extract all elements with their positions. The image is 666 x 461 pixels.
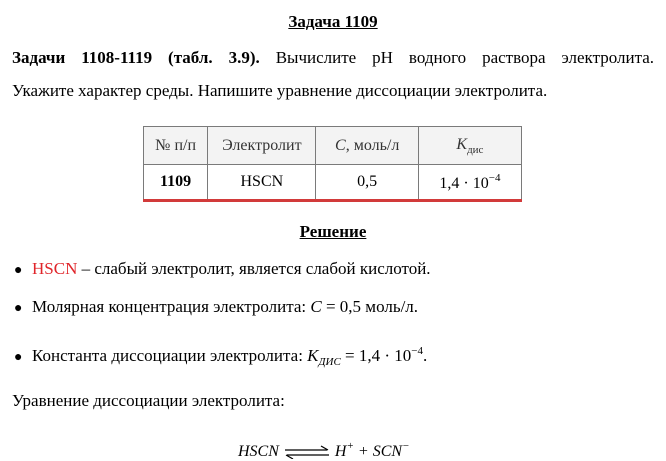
bullet-dot-icon: ● [14,350,23,365]
bullet-electrolyte-type: ● HSCN – слабый электролит, является слабой кислотой. [14,258,431,282]
problem-title: Задача 1109 [288,12,378,31]
cell-electrolyte: HSCN [208,165,316,201]
electrolyte-formula-highlight: HSCN [32,259,78,278]
header-dissociation-constant: $K_{дис}$ [418,127,521,165]
equation-product-cation: H+ [334,440,354,460]
data-table [143,126,522,202]
equation-heading: Уравнение диссоциации электролита: [12,391,285,410]
bullet-dissociation-constant: ● Константа диссоциации электролита: $K_{ДИС} = 1,4 \cdot 10^{-4}$. [14,345,428,368]
cell-concentration: 0,5 [316,165,418,201]
equilibrium-arrow-icon [283,445,331,459]
cell-dissociation-constant: $1,4 \cdot 10^{-4}$ [418,165,521,201]
bullet-dot-icon: ● [14,301,23,316]
table-row [144,165,522,201]
header-concentration: C, моль/л [316,127,418,165]
problem-statement-line-1 [12,47,654,69]
header-number: № п/п [144,127,208,165]
solution-heading: Решение [299,222,367,241]
header-electrolyte: Электролит [208,127,316,165]
bullet-molar-concentration: ● Молярная концентрация электролита: C = 0,5 моль/л. [14,296,418,320]
problem-range-label: Задачи 1108-1119 (табл. 3.9). [12,48,260,67]
dissociation-equation: HSCN H+ + SCN− [238,440,410,460]
problem-statement-line-2: Укажите характер среды. Напишите уравнение диссоциации электролита. [12,81,548,100]
table-header-row [144,127,522,165]
problem-statement-text: Вычислите pH водного раствора электролита. [275,48,655,67]
cell-number: 1109 [144,165,208,201]
equation-product-anion: SCN− [372,440,410,460]
equation-reactant: HSCN [238,443,279,460]
bullet-dot-icon: ● [14,263,23,278]
